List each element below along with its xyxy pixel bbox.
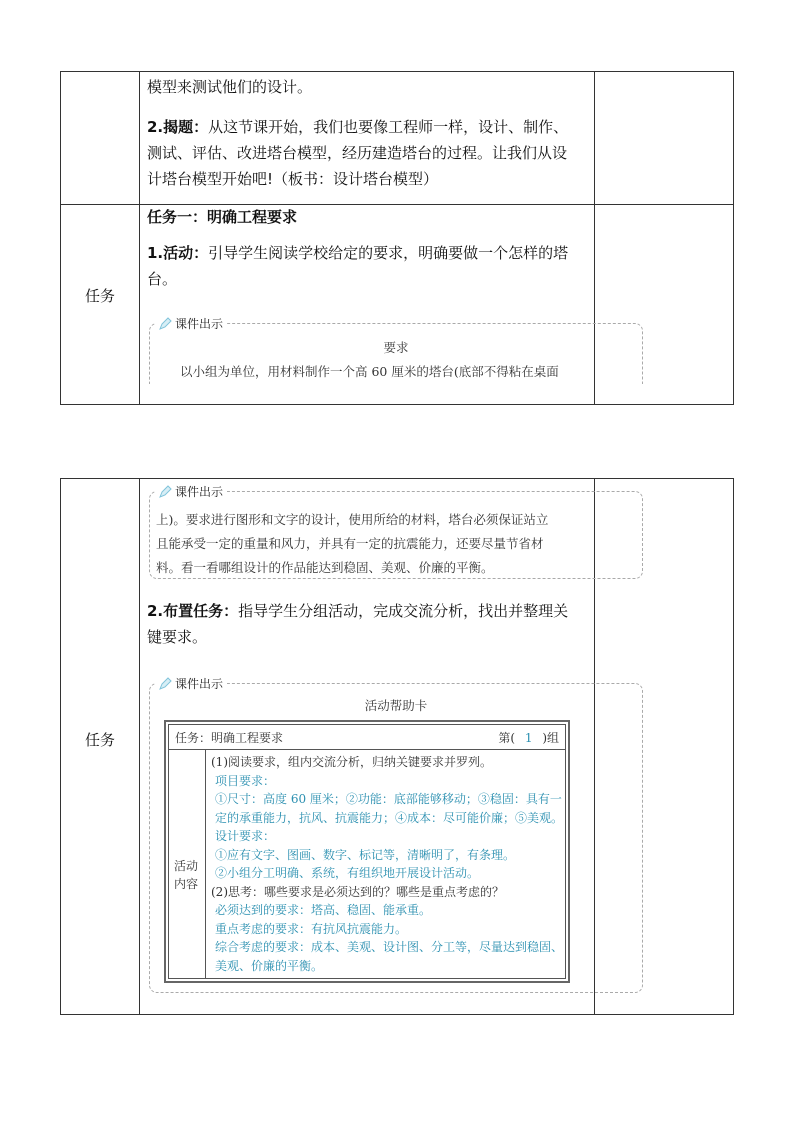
- card-content-line: 重点考虑的要求：有抗风抗震能力。: [215, 921, 408, 936]
- activity-title: 1.活动：: [147, 244, 209, 262]
- card-group-suffix: )组: [542, 731, 559, 745]
- card-side-label-1: 活动: [174, 859, 199, 873]
- card-content-line: 定的承重能力，抗风、抗震能力；④成本：尽可能价廉；⑤美观。: [215, 810, 564, 825]
- reveal-paragraph: [147, 114, 647, 140]
- card-content-line: 综合考虑的要求：成本、美观、设计图、分工等，尽量达到稳固、: [215, 940, 564, 954]
- reveal-title: 2.揭题：: [147, 118, 209, 136]
- card-group-number: 1: [524, 731, 533, 745]
- intro-text: 模型来测试他们的设计。: [147, 78, 313, 96]
- card-content-line: ①应有文字、图画、数字、标记等，清晰明了，有条理。: [215, 847, 516, 862]
- courseware-tag-label: 课件出示: [175, 677, 224, 691]
- task-heading: 任务一：明确工程要求: [147, 208, 298, 226]
- courseware-tag-label: 课件出示: [175, 317, 224, 331]
- card-side-divider: [205, 749, 206, 978]
- column-divider-left: [139, 72, 140, 404]
- reveal-text-1: 从这节课开始，我们也要像工程师一样，设计、制作、: [208, 118, 569, 136]
- card-group-prefix: 第(: [498, 731, 516, 745]
- card-task-label: 任务：明确工程要求: [175, 731, 284, 745]
- activity-paragraph: [147, 240, 647, 266]
- lesson-table-1: [60, 71, 734, 405]
- assign-title: 2.布置任务：: [147, 602, 239, 620]
- column-divider-left: [139, 479, 140, 1014]
- courseware-tag-label: 课件出示: [175, 485, 224, 499]
- task-label: 任务: [84, 731, 115, 749]
- card-group-field: [498, 729, 559, 746]
- courseware-tag: [156, 675, 227, 692]
- reveal-text-3: 计塔台模型开始吧!（板书：设计塔台模型）: [147, 170, 439, 188]
- courseware-box-requirements-continued: [149, 485, 643, 579]
- activity-text-2: 台。: [147, 270, 178, 288]
- card-content-lines: [211, 753, 563, 975]
- reveal-text-2: 测试、评估、改进塔台模型，经历建造塔台的过程。让我们从设: [147, 144, 568, 162]
- task-label: 任务: [84, 287, 115, 305]
- pencil-icon: [158, 485, 172, 499]
- card-content-line: 必须达到的要求：塔高、稳固、能承重。: [215, 903, 432, 917]
- requirements-line-3: 且能承受一定的重量和风力，并具有一定的抗震能力，还要尽量节省材: [156, 536, 544, 551]
- requirements-line-4: 料。看一看哪组设计的作品能达到稳固、美观、价廉的平衡。: [156, 560, 494, 575]
- activity-card-title: 活动帮助卡: [364, 698, 428, 713]
- courseware-tag: [156, 483, 227, 500]
- requirements-line-2: 上)。要求进行图形和文字的设计，使用所给的材料，塔台必须保证站立: [156, 512, 549, 527]
- assign-section: [147, 598, 647, 650]
- courseware-box-activity-card: [149, 677, 643, 993]
- card-content-line: 设计要求：: [215, 829, 276, 843]
- activity-help-card-inner: [168, 724, 566, 979]
- card-content-line: (1)阅读要求，组内交流分析，归纳关键要求并罗列。: [211, 755, 493, 769]
- courseware-tag: [156, 315, 227, 332]
- reveal-section: [147, 74, 647, 192]
- lesson-table-2: [60, 478, 734, 1015]
- card-side-label-2: 内容: [174, 877, 199, 891]
- activity-help-card: [164, 720, 570, 983]
- task-one-section: [147, 204, 647, 292]
- courseware-box-requirements: [149, 317, 643, 384]
- card-content-line: ①尺寸：高度 60 厘米；②功能：底部能够移动；③稳固：具有一: [215, 792, 562, 806]
- card-content-line: (2)思考：哪些要求是必须达到的？哪些是重点考虑的？: [211, 884, 505, 899]
- assign-text-2: 键要求。: [147, 628, 208, 646]
- card-header-divider: [169, 749, 565, 750]
- requirements-line-1: 以小组为单位，用材料制作一个高 60 厘米的塔台(底部不得粘在桌面: [180, 364, 559, 379]
- activity-text-1: 引导学生阅读学校给定的要求，明确要做一个怎样的塔: [208, 244, 569, 262]
- card-content-line: 项目要求：: [215, 773, 276, 788]
- requirements-title: 要求: [383, 340, 409, 355]
- pencil-icon: [158, 317, 172, 331]
- assign-paragraph: [147, 598, 647, 624]
- card-content-line: ②小组分工明确、系统，有组织地开展设计活动。: [215, 866, 480, 880]
- assign-text-1: 指导学生分组活动，完成交流分析，找出并整理关: [238, 602, 569, 620]
- card-content-line: 美观、价廉的平衡。: [215, 958, 324, 973]
- pencil-icon: [158, 677, 172, 691]
